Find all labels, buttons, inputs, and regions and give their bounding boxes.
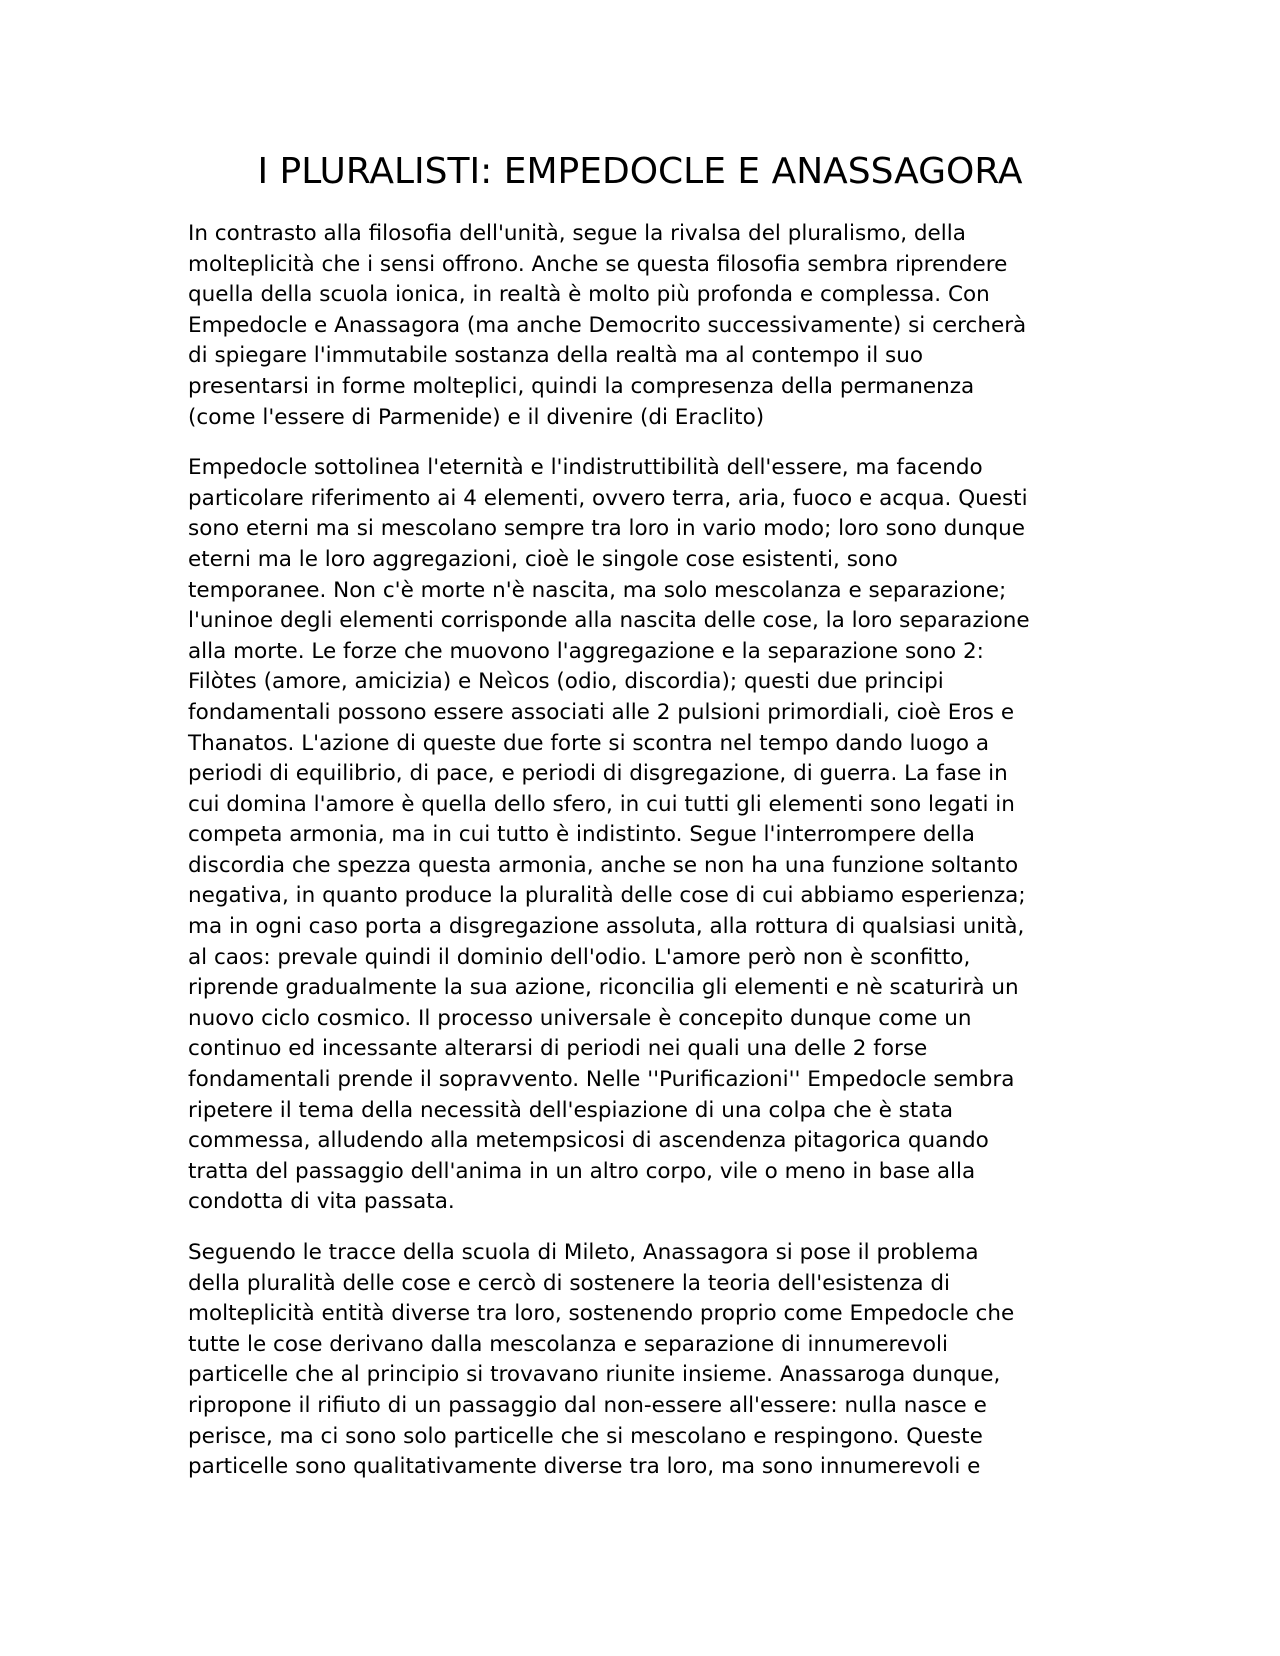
paragraph-line: discordia che spezza questa armonia, anche se non ha una funzione soltanto (188, 852, 1019, 878)
paragraph-line: particelle sono qualitativamente diverse tra loro, ma sono innumerevoli e (188, 1454, 981, 1480)
document-body (188, 219, 1098, 1503)
paragraph-line: molteplicità che i sensi offrono. Anche se questa filosofia sembra riprendere (188, 251, 1008, 277)
paragraph-line: della pluralità delle cose e cercò di sostenere la teoria dell'esistenza di (188, 1270, 950, 1296)
paragraph-line: ripetere il tema della necessità dell'espiazione di una colpa che è stata (188, 1097, 954, 1123)
paragraph-line: periodi di equilibrio, di pace, e periodi di disgregazione, di guerra. La fase in (188, 761, 1008, 787)
paragraph (188, 453, 1098, 1218)
paragraph-line: eterni ma le loro aggregazioni, cioè le singole cose esistenti, sono (188, 546, 898, 572)
paragraph-line: Thanatos. L'azione di queste due forte si scontra nel tempo dando luogo a (188, 730, 990, 756)
paragraph-line: quella della scuola ionica, in realtà è molto più profonda e complessa. Con (188, 282, 990, 308)
paragraph-line: tutte le cose derivano dalla mescolanza e separazione di innumerevoli (188, 1331, 948, 1357)
paragraph-line: commessa, alludendo alla metempsicosi di ascendenza pitagorica quando (188, 1128, 989, 1154)
paragraph-line: (come l'essere di Parmenide) e il divenire (di Eraclito) (188, 404, 765, 430)
paragraph-line: cui domina l'amore è quella dello sfero, in cui tutti gli elementi sono legati in (188, 791, 1015, 817)
paragraph-line: Seguendo le tracce della scuola di Mileto, Anassagora si pose il problema (188, 1240, 979, 1265)
paragraph-line: fondamentali possono essere associati alle 2 pulsioni primordiali, cioè Eros e (188, 699, 1015, 725)
paragraph-line: ma in ogni caso porta a disgregazione assoluta, alla rottura di qualsiasi unità, (188, 914, 1025, 940)
paragraph-line: condotta di vita passata. (188, 1189, 455, 1215)
paragraph-line: particelle che al principio si trovavano riunite insieme. Anassaroga dunque, (188, 1362, 1001, 1388)
paragraph-line: di spiegare l'immutabile sostanza della realtà ma al contempo il suo (188, 343, 924, 369)
paragraph-line: sono eterni ma si mescolano sempre tra loro in vario modo; loro sono dunque (188, 516, 1025, 542)
paragraph-line: Filòtes (amore, amicizia) e Neìcos (odio, discordia); questi due principi (188, 669, 944, 695)
paragraph-line: continuo ed incessante alterarsi di periodi nei quali una delle 2 forse (188, 1036, 928, 1062)
paragraph (188, 219, 1098, 433)
paragraph-line: riprende gradualmente la sua azione, riconcilia gli elementi e nè scaturirà un (188, 975, 1019, 1001)
paragraph-line: tratta del passaggio dell'anima in un altro corpo, vile o meno in base alla (188, 1158, 976, 1184)
paragraph-line: l'uninoe degli elementi corrisponde alla nascita delle cose, la loro separazione (188, 608, 1030, 634)
paragraph-line: particolare riferimento ai 4 elementi, ovvero terra, aria, fuoco e acqua. Questi (188, 485, 1028, 511)
paragraph-line: competa armonia, ma in cui tutto è indistinto. Segue l'interrompere della (188, 822, 975, 848)
paragraph-line: nuovo ciclo cosmico. Il processo universale è concepito dunque come un (188, 1005, 972, 1031)
paragraph-line: al caos: prevale quindi il dominio dell'odio. L'amore però non è sconfitto, (188, 944, 971, 970)
paragraph-line: presentarsi in forme molteplici, quindi la compresenza della permanenza (188, 373, 975, 399)
paragraph-line: Empedocle sottolinea l'eternità e l'indistruttibilità dell'essere, ma facendo (188, 455, 983, 481)
paragraph-line: molteplicità entità diverse tra loro, sostenendo proprio come Empedocle che (188, 1301, 1015, 1327)
document-title: I PLURALISTI: EMPEDOCLE E ANASSAGORA (257, 151, 1023, 192)
paragraph-line: negativa, in quanto produce la pluralità delle cose di cui abbiamo esperienza; (188, 883, 1026, 909)
paragraph-line: temporanee. Non c'è morte n'è nascita, ma solo mescolanza e separazione; (188, 577, 1007, 603)
paragraph-line: perisce, ma ci sono solo particelle che si mescolano e respingono. Queste (188, 1423, 983, 1449)
paragraph-line: fondamentali prende il sopravvento. Nelle ''Purificazioni'' Empedocle sembra (188, 1067, 1015, 1093)
paragraph-line: ripropone il rifiuto di un passaggio dal non-essere all'essere: nulla nasce e (188, 1392, 987, 1418)
paragraph-line: In contrasto alla filosofia dell'unità, segue la rivalsa del pluralismo, della (188, 221, 966, 246)
paragraph-line: Empedocle e Anassagora (ma anche Democrito successivamente) si cercherà (188, 312, 1027, 338)
paragraph-line: alla morte. Le forze che muovono l'aggregazione e la separazione sono 2: (188, 638, 984, 664)
paragraph (188, 1238, 1098, 1483)
